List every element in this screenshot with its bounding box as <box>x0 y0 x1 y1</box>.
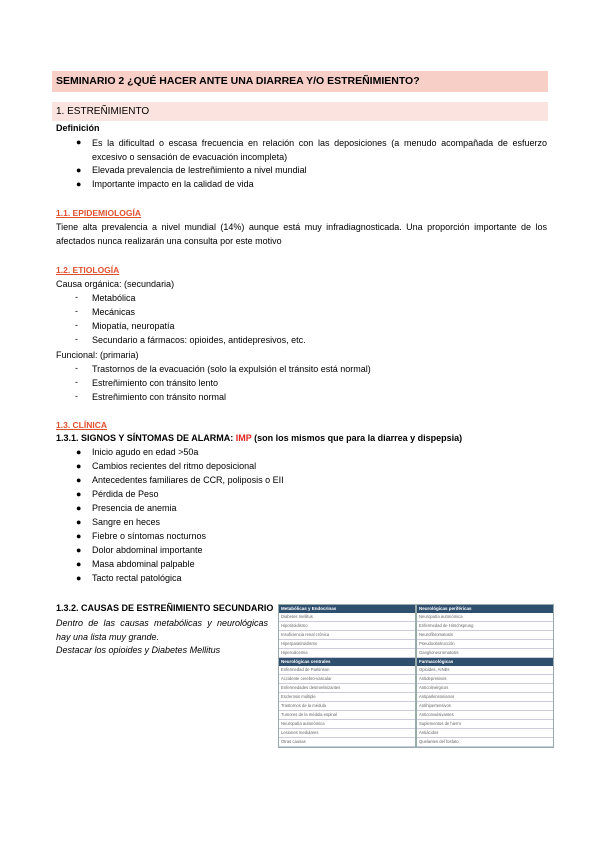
alarma-item: Inicio agudo en edad >50a <box>92 447 199 457</box>
table-header: Neurológicas centrales <box>279 658 415 666</box>
table-row: Quelantes del fosfato <box>417 738 553 747</box>
table-row: Diabetes mellitus <box>279 613 415 622</box>
dash-icon: - <box>75 306 78 316</box>
alarma-heading <box>56 432 462 445</box>
table-row: Anticolinérgicos <box>417 684 553 693</box>
funcional-item: Estreñimiento con tránsito lento <box>92 378 219 388</box>
table-header: Metabólicas y Endocrinas <box>279 605 415 613</box>
organica-item: Secundario a fármacos: opioides, antidepresivos, etc. <box>92 335 306 345</box>
table-row: Opioides, AINEs <box>417 666 553 675</box>
bullet-icon: ● <box>76 531 82 541</box>
definicion-label: Definición <box>56 123 100 133</box>
causes-table-right <box>416 604 554 748</box>
dash-icon: - <box>75 391 78 401</box>
organica-item: Mecánicas <box>92 307 136 317</box>
table-row: Esclerosis múltiple <box>279 693 415 702</box>
bullet-icon: ● <box>76 165 82 175</box>
document-title-banner: SEMINARIO 2 ¿QUÉ HACER ANTE UNA DIARREA Y/O ESTREÑIMIENTO? <box>52 71 548 92</box>
organica-item: Metabólica <box>92 293 136 303</box>
dash-icon: - <box>75 377 78 387</box>
table-row: Neurofibromatosis <box>417 631 553 640</box>
alarma-item: Sangre en heces <box>92 517 161 527</box>
dash-icon: - <box>75 334 78 344</box>
organica-item: Miopatía, neuropatía <box>92 321 175 331</box>
bullet-icon: ● <box>76 545 82 555</box>
funcional-item: Trastornos de la evacuación (solo la expulsión el tránsito está normal) <box>92 364 371 374</box>
bullet-icon: ● <box>76 503 82 513</box>
table-row: Neuropatía autonómica <box>417 613 553 622</box>
table-row: Anticonvulsivantes <box>417 711 553 720</box>
table-row: Enfermedad de Parkinson <box>279 666 415 675</box>
table-header: Neurológicas periféricas <box>417 605 553 613</box>
table-row: Antiácidos <box>417 729 553 738</box>
table-row: Suplementos de hierro <box>417 720 553 729</box>
table-row: Neuropatía autonómica <box>279 720 415 729</box>
alarma-item: Pérdida de Peso <box>92 489 159 499</box>
causas-heading: 1.3.2. CAUSAS DE ESTREÑIMIENTO SECUNDARIO <box>56 603 274 613</box>
causas-text-2: Destacar los opioides y Diabetes Mellitus <box>56 645 221 655</box>
table-row: Antidepresivos <box>417 675 553 684</box>
table-row: Lesiones medulares <box>279 729 415 738</box>
dash-icon: - <box>75 320 78 330</box>
etiologia-heading: 1.2. ETIOLOGÍA <box>56 265 120 275</box>
bullet-icon: ● <box>76 179 82 189</box>
table-row: Hiperparatiroidismo <box>279 640 415 649</box>
alarma-item: Tacto rectal patológica <box>92 573 182 583</box>
bullet-icon: ● <box>76 137 82 147</box>
table-row: Antihipertensivos <box>417 702 553 711</box>
table-row: Insuficiencia renal crónica <box>279 631 415 640</box>
epidemiologia-text: Tiene alta prevalencia a nivel mundial (14%) aunque está muy infradiagnosticada. Una proporción importante de los afectados nunca realizarán una consulta por este motivo <box>56 222 547 246</box>
bullet-icon: ● <box>76 447 82 457</box>
table-row: Accidente cerebro-vascular <box>279 675 415 684</box>
organica-label: Causa orgánica: (secundaria) <box>56 279 175 289</box>
bullet-icon: ● <box>76 475 82 485</box>
definicion-item: Importante impacto en la calidad de vida <box>92 179 254 189</box>
funcional-item: Estreñimiento con tránsito normal <box>92 392 227 402</box>
table-row: Enfermedades desmielinizantes <box>279 684 415 693</box>
section-heading-estrenimiento: 1. ESTREÑIMIENTO <box>52 102 548 121</box>
dash-icon: - <box>75 363 78 373</box>
table-row: Hipotiroidismo <box>279 622 415 631</box>
alarma-item: Antecedentes familiares de CCR, poliposis o EII <box>92 475 284 485</box>
bullet-icon: ● <box>76 461 82 471</box>
definicion-item: Es la dificultad o escasa frecuencia en relación con las deposiciones (a menudo acompañada de esfuerzo excesivo o sensación de evacuación incompleta) <box>92 138 547 162</box>
table-row: Trastornos de la médula <box>279 702 415 711</box>
table-row: Otras causas <box>279 738 415 747</box>
table-row: Pseudoobstrucción <box>417 640 553 649</box>
alarma-item: Cambios recientes del ritmo deposicional <box>92 461 257 471</box>
alarma-item: Dolor abdominal importante <box>92 545 203 555</box>
bullet-icon: ● <box>76 573 82 583</box>
imp-tag: IMP <box>235 433 252 443</box>
table-row: Tumores de la médula espinal <box>279 711 415 720</box>
bullet-icon: ● <box>76 489 82 499</box>
table-row: Antiparkinsonianos <box>417 693 553 702</box>
table-row: Ganglioneuromatosis <box>417 649 553 658</box>
funcional-label: Funcional: (primaria) <box>56 350 139 360</box>
causes-table-left <box>278 604 416 748</box>
causas-text: Dentro de las causas metabólicas y neurológicas hay una lista muy grande. <box>56 618 268 642</box>
alarma-item: Fiebre o síntomas nocturnos <box>92 531 207 541</box>
alarma-item: Masa abdominal palpable <box>92 559 195 569</box>
alarma-note: (son los mismos que para la diarrea y dispepsia) <box>254 433 463 443</box>
definicion-item: Elevada prevalencia de lestreñimiento a nivel mundial <box>92 165 307 175</box>
table-row: Hipercalcemia <box>279 649 415 658</box>
table-header: Farmacológicas <box>417 658 553 666</box>
bullet-icon: ● <box>76 559 82 569</box>
table-row: Enfermedad de Hirschsprung <box>417 622 553 631</box>
dash-icon: - <box>75 292 78 302</box>
alarma-title: 1.3.1. SIGNOS Y SÍNTOMAS DE ALARMA: <box>56 433 234 443</box>
clinica-heading: 1.3. CLÍNICA <box>56 420 108 430</box>
bullet-icon: ● <box>76 517 82 527</box>
epidemiologia-heading: 1.1. EPIDEMIOLOGÍA <box>56 208 142 218</box>
alarma-item: Presencia de anemia <box>92 503 177 513</box>
